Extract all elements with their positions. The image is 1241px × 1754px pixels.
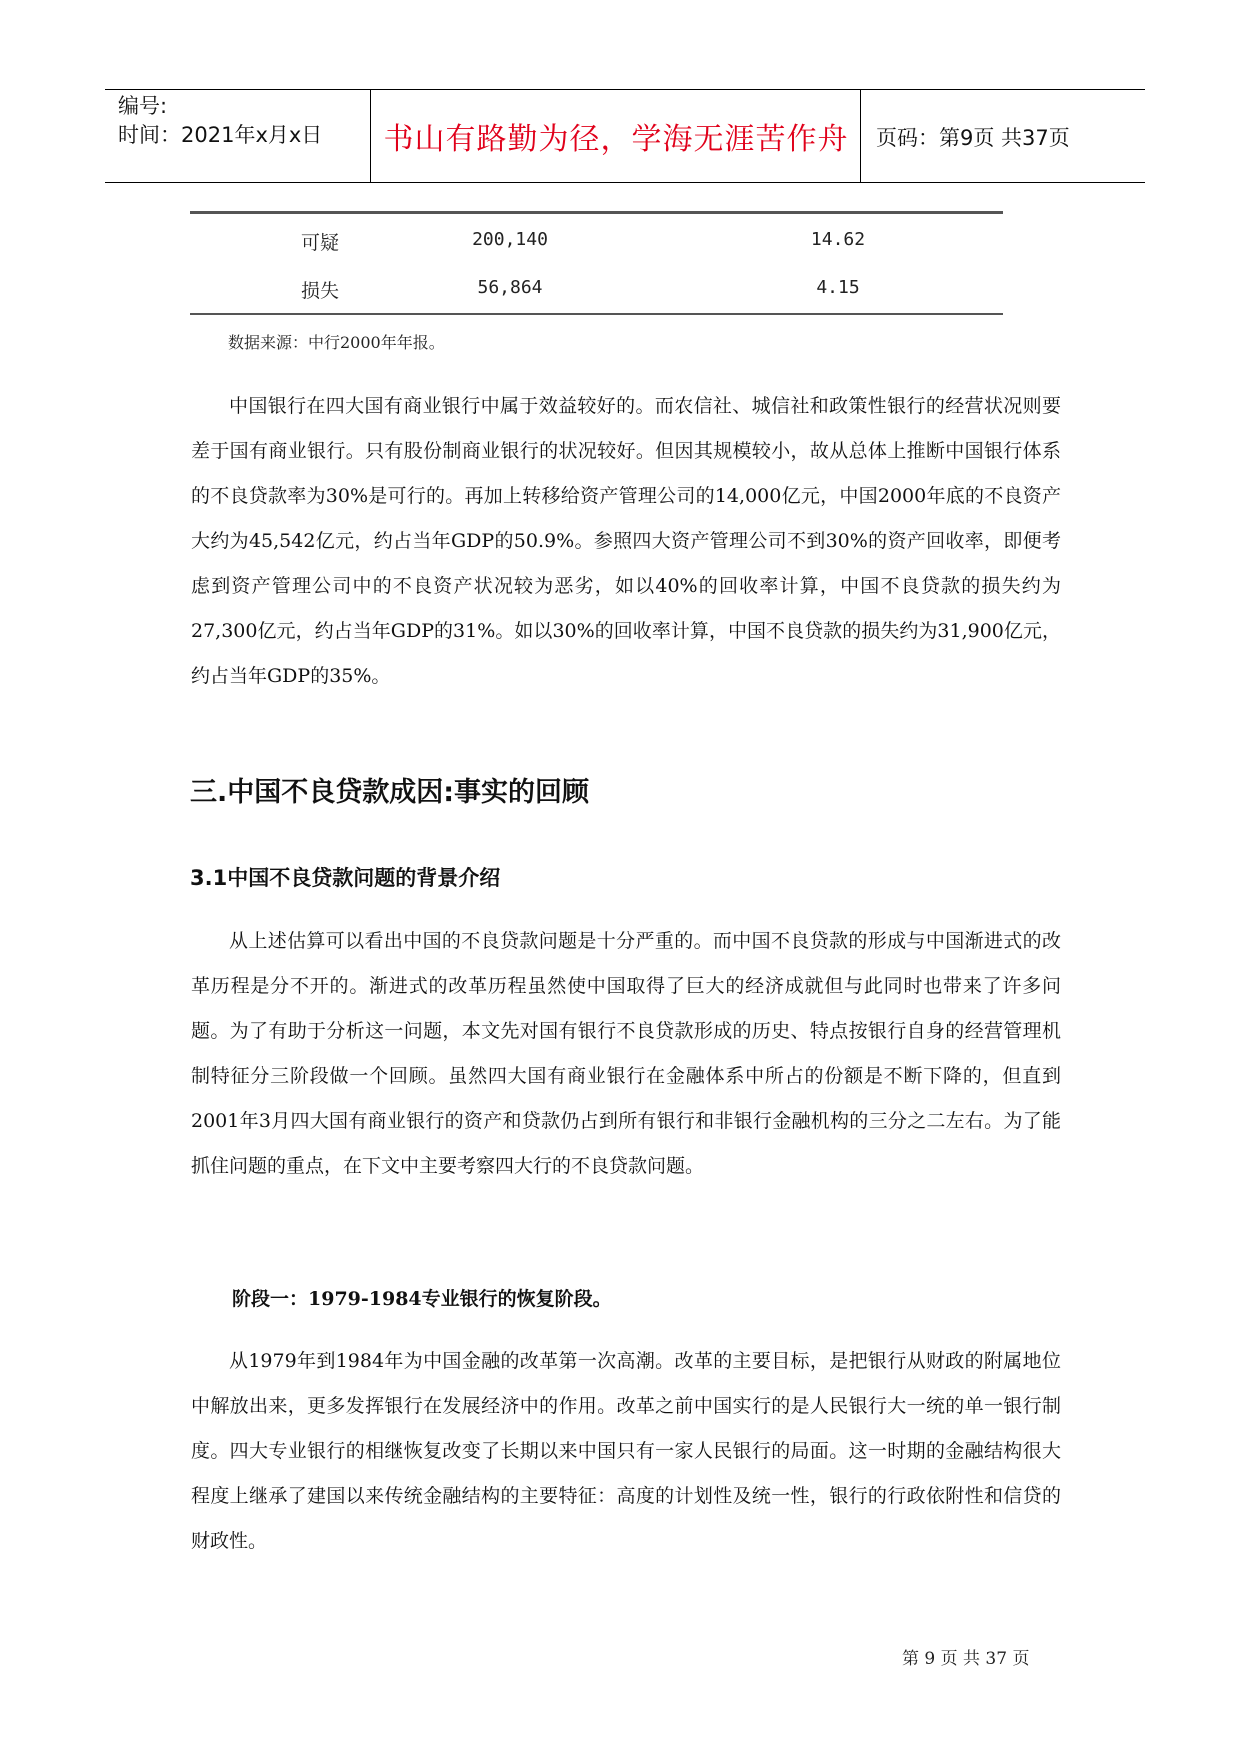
subsection-heading: 3.1中国不良贷款问题的背景介绍	[190, 866, 501, 890]
page-footer: 第 9 页 共 37 页	[902, 1649, 1030, 1669]
body-paragraph: 中国银行在四大国有商业银行中属于效益较好的。而农信社、城信社和政策性银行的经营状况则要差于国有商业银行。只有股份制商业银行的状况较好。但因其规模较小，故从总体上推断中国银行体系的不良贷款率为30%是可行的。再加上转移给资产管理公司的14,000亿元，中国2000年底的不良资产大约为45,542亿元，约占当年GDP的50.9%。参照四大资产管理公司不到30%的资产回收率，即便考虑到资产管理公司中的不良资产状况较为恶劣，如以40%的回收率计算，中国不良贷款的损失约为27,300亿元，约占当年GDP的31%。如以30%的回收率计算，中国不良贷款的损失约为31,900亿元，约占当年GDP的35%。	[191, 395, 1061, 687]
body-paragraph: 从1979年到1984年为中国金融的改革第一次高潮。改革的主要目标，是把银行从财政的附属地位中解放出来，更多发挥银行在发展经济中的作用。改革之前中国实行的是人民银行大一统的单一银行制度。四大专业银行的相继恢复改变了长期以来中国只有一家人民银行的局面。这一时期的金融结构很大程度上继承了建国以来传统金融结构的主要特征：高度的计划性及统一性，银行的行政依附性和信贷的财政性。	[191, 1350, 1061, 1552]
table-cell-percent: 14.62	[810, 229, 866, 250]
table-cell-percent: 4.15	[816, 277, 860, 298]
table-top-rule	[190, 211, 1003, 214]
header-divider-right	[860, 89, 861, 182]
stage-heading: 阶段一：1979-1984专业银行的恢复阶段。	[232, 1288, 612, 1310]
table-bottom-rule	[190, 313, 1003, 315]
table-cell-amount: 56,864	[477, 277, 543, 298]
body-paragraph: 从上述估算可以看出中国的不良贷款问题是十分严重的。而中国不良贷款的形成与中国渐进式的改革历程是分不开的。渐进式的改革历程虽然使中国取得了巨大的经济成就但与此同时也带来了许多问题。为了有助于分析这一问题，本文先对国有银行不良贷款形成的历史、特点按银行自身的经营管理机制特征分三阶段做一个回顾。虽然四大国有商业银行在金融体系中所占的份额是不断下降的，但直到2001年3月四大国有商业银行的资产和贷款仍占到所有银行和非银行金融机构的三分之二左右。为了能抓住问题的重点，在下文中主要考察四大行的不良贷款问题。	[191, 930, 1061, 1177]
header-motto: 书山有路勤为径，学海无涯苦作舟	[383, 121, 849, 157]
table-cell-label: 损失	[300, 280, 340, 302]
time-label: 时间：2021年x月x日	[118, 123, 323, 147]
header-divider-left	[370, 89, 371, 182]
section-heading: 三.中国不良贷款成因:事实的回顾	[190, 777, 590, 808]
table-cell-amount: 200,140	[472, 229, 548, 250]
header-page-info: 页码：第9页 共37页	[876, 126, 1070, 150]
header-meta	[118, 92, 322, 150]
header-bottom-rule	[105, 182, 1145, 183]
table-cell-label: 可疑	[300, 232, 340, 254]
table-source-note: 数据来源：中行2000年年报。	[228, 333, 445, 352]
serial-label: 编号:	[118, 94, 168, 118]
